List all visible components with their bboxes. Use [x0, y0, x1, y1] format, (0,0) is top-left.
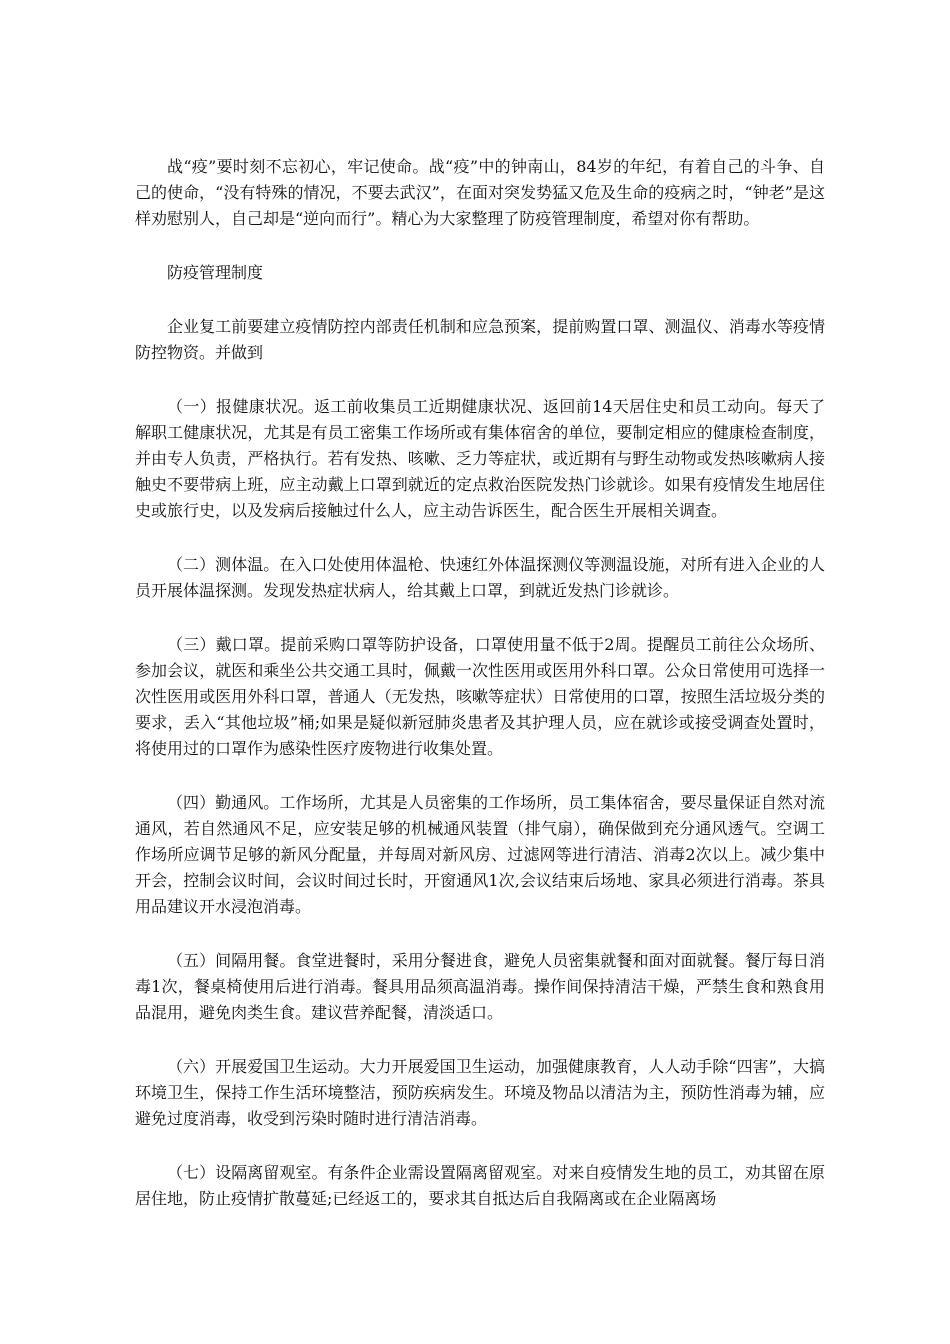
item-6-paragraph: （六）开展爱国卫生运动。大力开展爱国卫生运动，加强健康教育，人人动手除“四害”，大搞环境卫生，保持工作生活环境整洁，预防疾病发生。环境及物品以清洁为主，预防性消毒为辅，应避免过度消毒，收受到污染时随时进行清洁消毒。 [135, 1057, 825, 1128]
document-body [135, 154, 825, 1240]
item-1-paragraph: （一）报健康状况。返工前收集员工近期健康状况、返回前14天居住史和员工动向。每天了解职工健康状况，尤其是有员工密集工作场所或有集体宿舍的单位，要制定相应的健康检查制度，并由专人负责，严格执行。若有发热、咳嗽、乏力等症状，或近期有与野生动物或发热咳嗽病人接触史不要带病上班，应主动戴上口罩到就近的定点救治医院发热门诊就诊。如果有疫情发生地居住史或旅行史，以及发病后接触过什么人，应主动告诉医生，配合医生开展相关调查。 [135, 397, 825, 520]
item-3-paragraph: （三）戴口罩。提前采购口罩等防护设备，口罩使用量不低于2周。提醒员工前往公众场所、参加会议，就医和乘坐公共交通工具时，佩戴一次性医用或医用外科口罩。公众日常使用可选择一次性医用或医用外科口罩，普通人（无发热，咳嗽等症状）日常使用的口罩，按照生活垃圾分类的要求，丢入“其他垃圾”桶;如果是疑似新冠肺炎患者及其护理人员，应在就诊或接受调查处置时，将使用过的口罩作为感染性医疗废物进行收集处置。 [135, 635, 825, 758]
lead-paragraph: 企业复工前要建立疫情防控内部责任机制和应急预案，提前购置口罩、测温仪、消毒水等疫情防控物资。并做到 [135, 317, 825, 362]
item-2-paragraph: （二）测体温。在入口处使用体温枪、快速红外体温探测仪等测温设施，对所有进入企业的人员开展体温探测。发现发热症状病人，给其戴上口罩，到就近发热门诊就诊。 [135, 555, 825, 600]
item-4-paragraph: （四）勤通风。工作场所，尤其是人员密集的工作场所，员工集体宿舍，要尽量保证自然对流通风，若自然通风不足，应安装足够的机械通风装置（排气扇），确保做到充分通风透气。空调工作场所应调节足够的新风分配量，并每周对新风房、过滤网等进行清洁、消毒2次以上。减少集中开会，控制会议时间，会议时间过长时，开窗通风1次,会议结束后场地、家具必须进行消毒。茶具用品建议开水浸泡消毒。 [135, 793, 825, 916]
document-heading: 防疫管理制度 [167, 263, 264, 282]
intro-paragraph: 战“疫”要时刻不忘初心，牢记使命。战“疫”中的钟南山，84岁的年纪，有着自己的斗争、自己的使命，“没有特殊的情况，不要去武汉”，在面对突发势猛又危及生命的疫病之时，“钟老”是这样劝慰别人，自己却是“逆向而行”。精心为大家整理了防疫管理制度，希望对你有帮助。 [135, 157, 825, 228]
item-7-paragraph: （七）设隔离留观室。有条件企业需设置隔离留观室。对来自疫情发生地的员工，劝其留在原居住地，防止疫情扩散蔓延;已经返工的，要求其自抵达后自我隔离或在企业隔离场 [135, 1163, 825, 1208]
item-5-paragraph: （五）间隔用餐。食堂进餐时，采用分餐进食，避免人员密集就餐和面对面就餐。餐厅每日消毒1次，餐桌椅使用后进行消毒。餐具用品须高温消毒。操作间保持清洁干燥，严禁生食和熟食用品混用，避免肉类生食。建议营养配餐，清淡适口。 [135, 951, 825, 1022]
